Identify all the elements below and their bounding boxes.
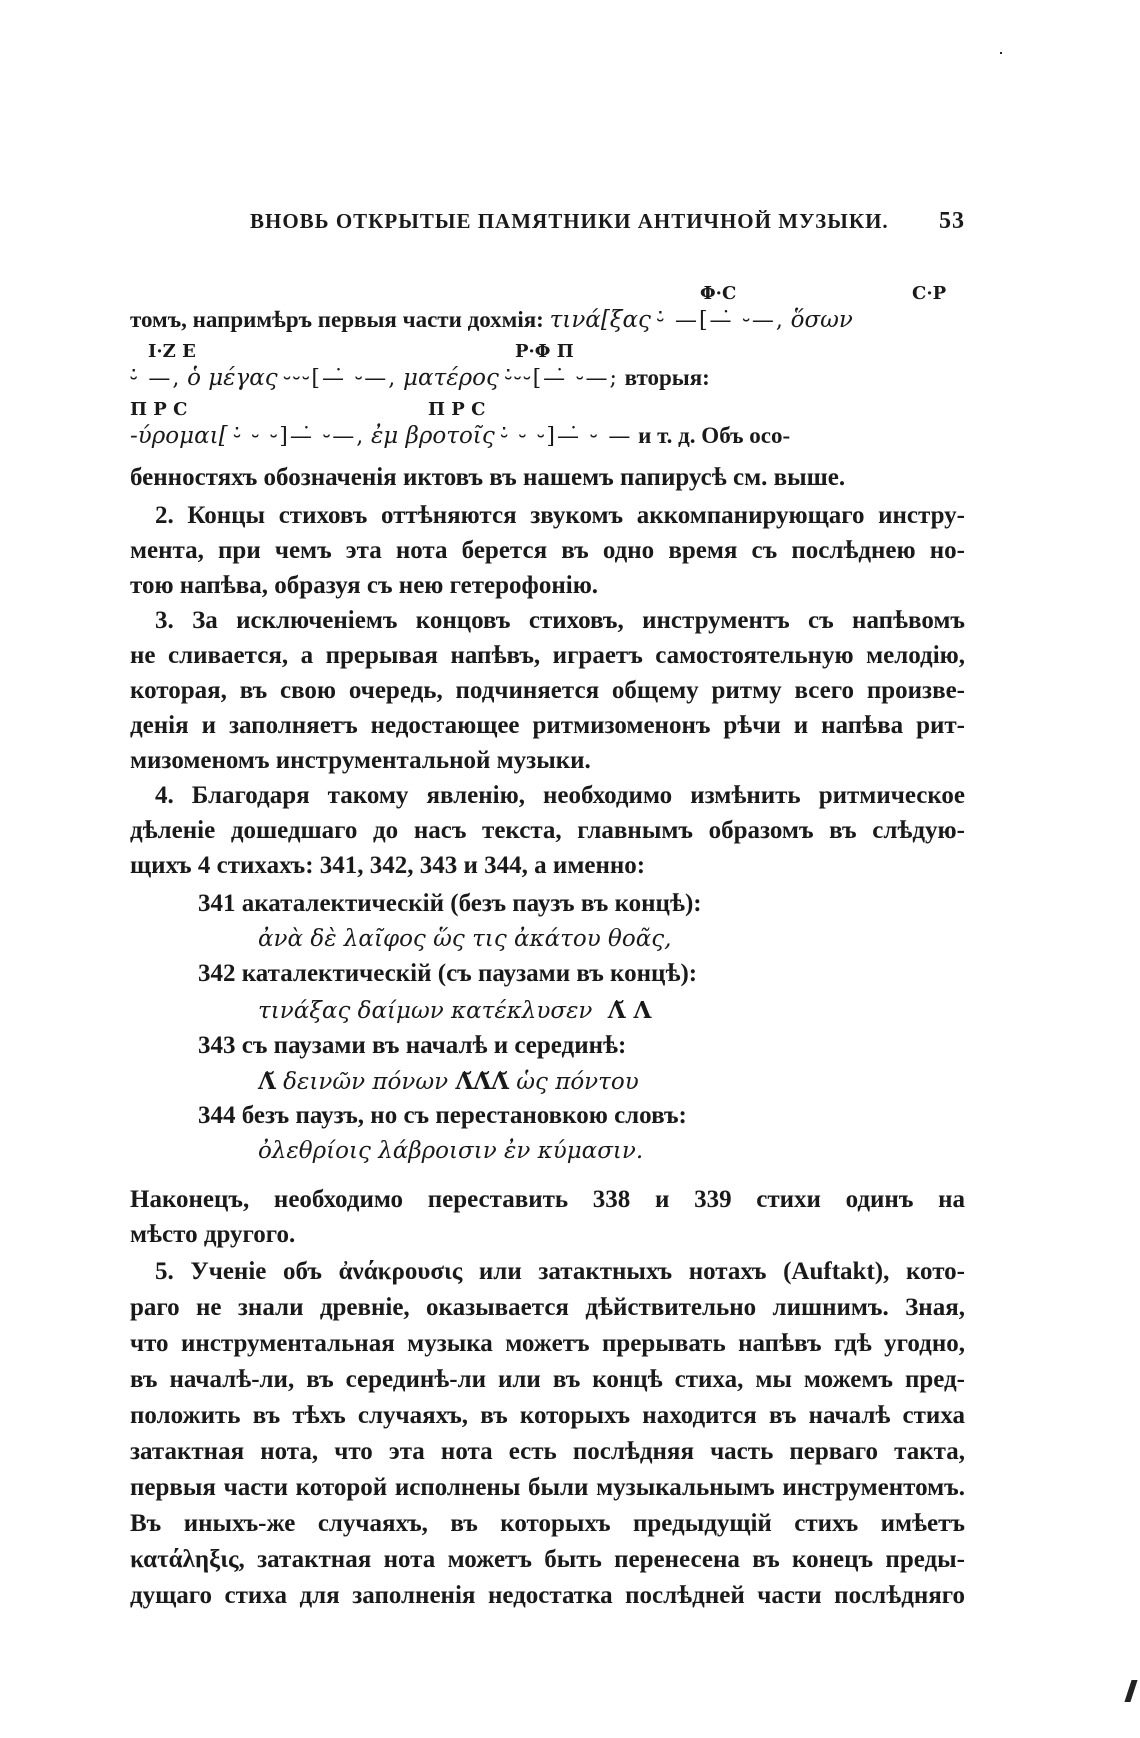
text-line: въ началѣ-ли, въ серединѣ-ли или въ концѣ стиха, мы можемъ пред- — [130, 1366, 965, 1393]
verse-greek: ἀνὰ δὲ λαῖφος ὥς τις ἀκάτου θοᾶς, — [258, 926, 672, 952]
text-line: дѣленіе дошедшаго до насъ текста, главнымъ образомъ въ слѣдую- — [130, 817, 965, 844]
notation-line-2: ⏑̇ —, ὁ μέγας ⏑⏑⏑[—̇ ⏑—, ματέρος ⏑̇⏑⏑[—̇ ⏑—; вторыя: — [130, 365, 710, 391]
text-line: не сливается, а прерывая напѣвъ, играетъ самостоятельную мелодію, — [130, 642, 965, 669]
running-header — [250, 206, 965, 236]
text-line: мизоменомъ инструментальной музыки. — [130, 747, 591, 774]
ink-mark — [1124, 1680, 1137, 1702]
verse-label: 343 съ паузами въ началѣ и серединѣ: — [198, 1032, 627, 1059]
text-line: денія и заполняетъ недостающее ритмизоменонъ рѣчи и напѣва рит- — [130, 712, 965, 739]
page-number: 53 — [939, 208, 965, 234]
text-line: дущаго стиха для заполненія недостатка послѣдней части послѣдняго — [130, 1582, 965, 1609]
verse-label: 341 акаталектическій (безъ паузъ въ концѣ): — [198, 890, 702, 917]
text-line: Въ иныхъ-же случаяхъ, въ которыхъ предыдущій стихъ имѣетъ — [130, 1510, 965, 1537]
text-line: раго не знали древніе, оказывается дѣйствительно лишнимъ. Зная, — [130, 1294, 965, 1321]
text-line: тою напѣва, образуя съ нею гетерофонію. — [130, 572, 599, 599]
text-line: 4. Благодаря такому явленію, необходимо измѣнить ритмическое — [155, 782, 965, 809]
text-line: которая, въ свою очередь, подчиняется общему ритму всего произве- — [130, 677, 965, 704]
text-line: 3. За исключеніемъ концовъ стиховъ, инструментъ съ напѣвомъ — [155, 607, 965, 634]
note-letters: Φ·C — [700, 283, 737, 304]
verse-label: 342 каталектическій (съ паузами въ концѣ): — [198, 960, 698, 987]
verse-greek: ὀλεθρίοις λάβροισιν ἐν κύμασιν. — [258, 1138, 644, 1164]
text-line: Наконецъ, необходимо переставить 338 и 339 стихи одинъ на — [130, 1186, 965, 1213]
note-letters: P·Φ Π — [515, 341, 574, 362]
note-letters: I·Z E — [148, 341, 196, 362]
text-line: щихъ 4 стихахъ: 341, 342, 343 и 344, а именно: — [130, 852, 646, 879]
note-letters: Π P C — [428, 399, 486, 420]
pause-marks: Λ̆ Λ — [607, 997, 652, 1024]
pause-marks: Λ̆Λ̆Λ̆ — [455, 1068, 509, 1095]
verse-label: 344 безъ паузъ, но съ перестановкою словъ: — [198, 1102, 687, 1129]
text-line: мѣсто другого. — [130, 1221, 296, 1248]
text-line: мента, при чемъ эта нота берется въ одно время съ послѣднею но- — [130, 537, 965, 564]
text-line: κατάληξις, затактная нота можетъ быть перенесена въ конецъ преды- — [130, 1546, 965, 1573]
text-line: первыя части которой исполнены были музыкальнымъ инструментомъ. — [130, 1474, 965, 1501]
notation-line-1: томъ, напримѣръ первыя части дохмія: τινά[ξας ⏑̇ —[—̇ ⏑—, ὅσων — [130, 307, 853, 333]
text-line: затактная нота, что эта нота есть послѣдняя часть перваго такта, — [130, 1438, 965, 1465]
text-line: положить въ тѣхъ случаяхъ, въ которыхъ находится въ началѣ стиха — [130, 1402, 965, 1429]
header-title: ВНОВЬ ОТКРЫТЫЕ ПАМЯТНИКИ АНТИЧНОЙ МУЗЫКИ. — [250, 209, 889, 233]
ink-speck — [1000, 52, 1002, 54]
text-line: бенностяхъ обозначенія иктовъ въ нашемъ папирусѣ см. выше. — [130, 464, 846, 491]
text-line: 5. Ученіе объ ἀνάκρουσις или затактныхъ нотахъ (Auftakt), кото- — [155, 1258, 965, 1285]
text-line: что инструментальная музыка можетъ прерывать напѣвъ гдѣ угодно, — [130, 1330, 965, 1357]
pause-marks: Λ̆ — [258, 1068, 276, 1095]
verse-greek: Λ̆ δεινῶν πόνων Λ̆Λ̆Λ̆ ὡς πόντου — [258, 1068, 639, 1095]
note-letters: Π P C — [130, 399, 188, 420]
text-line: 2. Концы стиховъ оттѣняются звукомъ аккомпанирующаго инстру- — [155, 502, 965, 529]
note-letters: C·P — [912, 283, 947, 304]
verse-greek: τινάξας δαίμων κατέκλυσεν Λ̆ Λ — [258, 997, 652, 1024]
notation-line-3: -ύρομαι[ ⏑̇ ⏑ ⏑]—̇ ⏑—, ἐμ βροτοῖς ⏑̇ ⏑ ⏑]—̇ ⏑ — и т. д. Объ осо- — [130, 423, 791, 449]
